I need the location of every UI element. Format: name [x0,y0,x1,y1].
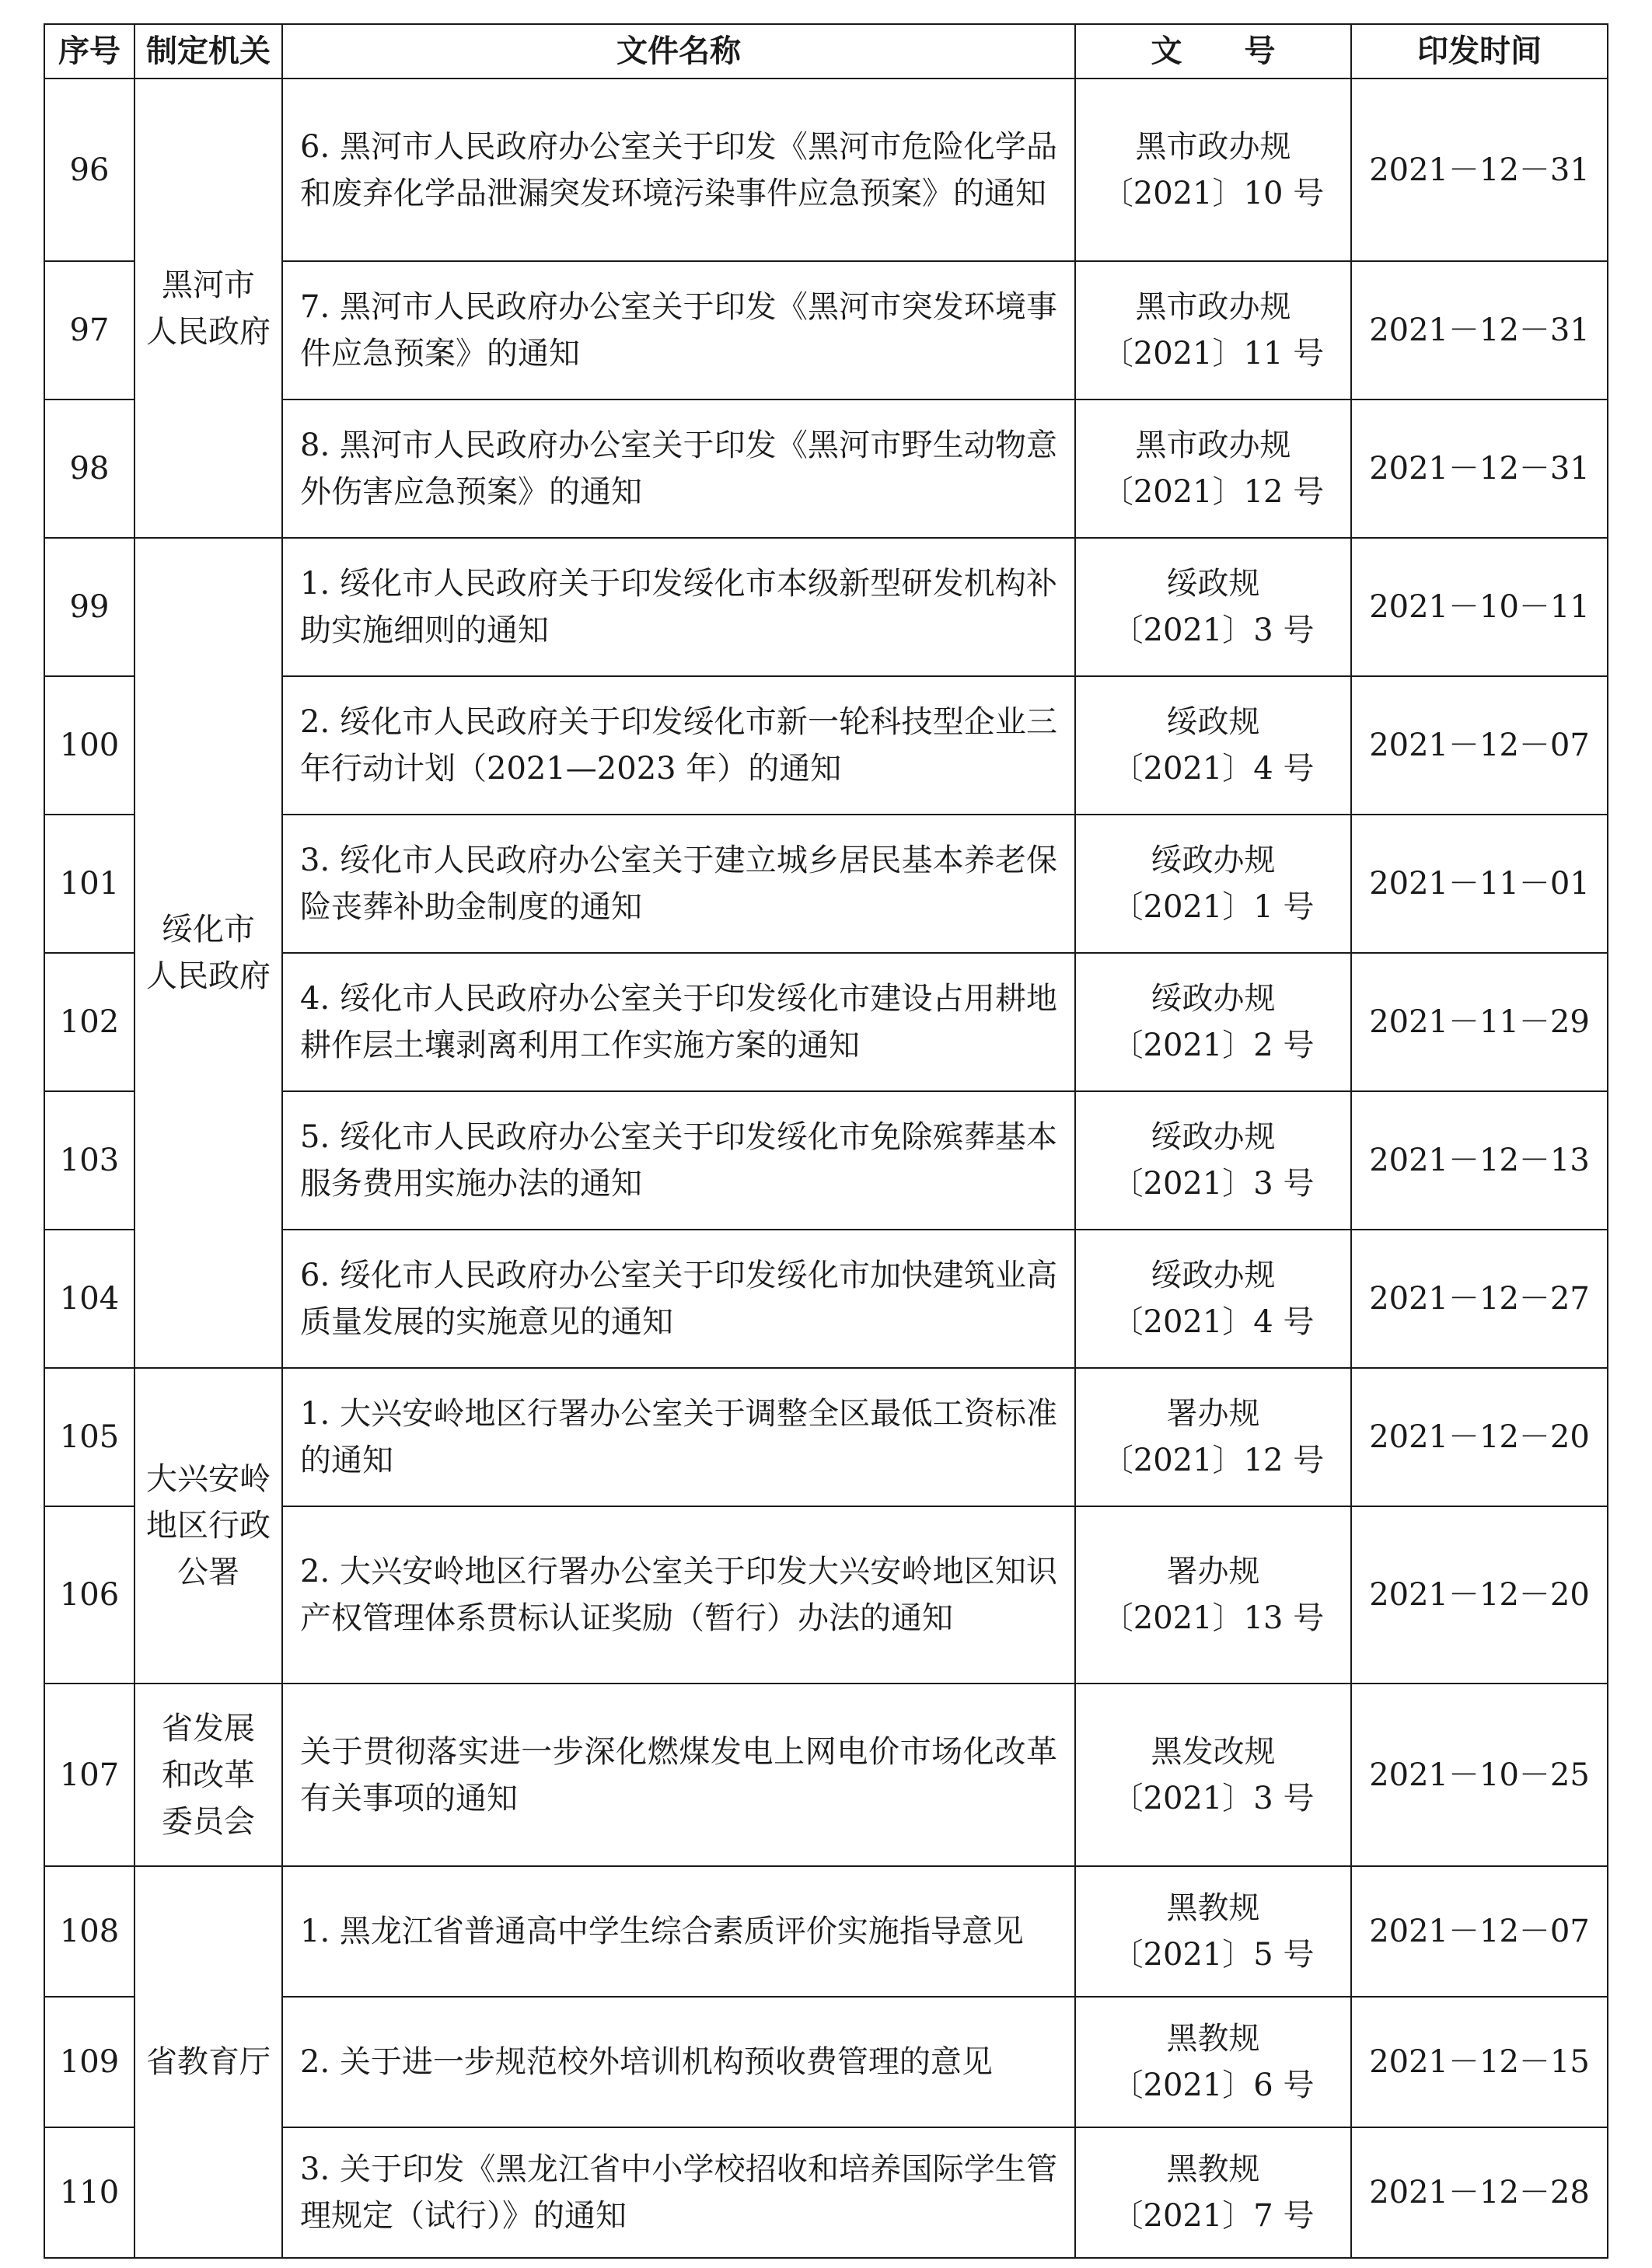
document-title: 5. 绥化市人民政府办公室关于印发绥化市免除殡葬基本服务费用实施办法的通知 [282,1091,1075,1230]
document-number [1075,1091,1351,1230]
document-number-line: 〔2021〕10 号 [1102,175,1325,211]
document-number-line: 〔2021〕12 号 [1102,1443,1325,1478]
row-seq: 106 [44,1506,134,1684]
header-title: 文件名称 [282,24,1075,79]
document-number [1075,1230,1351,1368]
document-number [1075,2127,1351,2258]
document-title: 1. 黑龙江省普通高中学生综合素质评价实施指导意见 [282,1866,1075,1997]
document-number-line: 黑市政办规 [1135,128,1291,165]
issue-date: 2021－10－11 [1351,538,1608,676]
authority-line: 省发展 [162,1710,255,1746]
table-row [44,1866,1608,1997]
document-number-line: 〔2021〕12 号 [1102,474,1325,510]
document-title: 1. 大兴安岭地区行署办公室关于调整全区最低工资标准的通知 [282,1368,1075,1506]
issue-date: 2021－12－31 [1351,400,1608,538]
document-number-line: 黑教规 [1166,2021,1260,2057]
table-body [44,79,1608,2258]
issue-date: 2021－12－31 [1351,79,1608,261]
document-title: 6. 黑河市人民政府办公室关于印发《黑河市危险化学品和废弃化学品泄漏突发环境污染事件应急预案》的通知 [282,79,1075,261]
document-number-line: 〔2021〕7 号 [1112,2198,1315,2234]
row-seq: 109 [44,1997,134,2127]
document-title: 关于贯彻落实进一步深化燃煤发电上网电价市场化改革有关事项的通知 [282,1684,1075,1866]
issue-date: 2021－12－07 [1351,676,1608,815]
issue-date: 2021－12－13 [1351,1091,1608,1230]
header-docno: 文 号 [1075,24,1351,79]
row-seq: 101 [44,815,134,953]
document-number-line: 署办规 [1166,1396,1260,1432]
document-title: 7. 黑河市人民政府办公室关于印发《黑河市突发环境事件应急预案》的通知 [282,261,1075,400]
document-number-line: 〔2021〕3 号 [1112,612,1315,648]
issue-date: 2021－12－15 [1351,1997,1608,2127]
row-seq: 110 [44,2127,134,2258]
document-number-line: 〔2021〕4 号 [1112,1304,1315,1340]
issue-date: 2021－12－20 [1351,1368,1608,1506]
document-number-line: 绥政办规 [1151,1119,1276,1155]
issue-date: 2021－12－31 [1351,261,1608,400]
regulations-table [44,23,1608,2259]
document-number-line: 〔2021〕6 号 [1112,2067,1315,2103]
document-title: 2. 绥化市人民政府关于印发绥化市新一轮科技型企业三年行动计划（2021—2023 年）的通知 [282,676,1075,815]
header-date: 印发时间 [1351,24,1608,79]
issuing-authority [134,79,282,538]
document-number-line: 绥政办规 [1151,981,1276,1017]
document-number-line: 〔2021〕2 号 [1112,1028,1315,1063]
table-row [44,1368,1608,1506]
authority-line: 人民政府 [146,958,271,994]
document-number [1075,953,1351,1091]
document-number-line: 黑市政办规 [1135,289,1291,325]
authority-line: 黑河市 [162,267,255,303]
document-number-line: 〔2021〕5 号 [1112,1937,1315,1973]
row-seq: 102 [44,953,134,1091]
document-number [1075,1368,1351,1506]
document-number-line: 绥政规 [1166,566,1260,602]
header-seq: 序号 [44,24,134,79]
table-row [44,79,1608,261]
document-number-line: 黑教规 [1166,2151,1260,2187]
document-number [1075,1997,1351,2127]
document-number [1075,1866,1351,1997]
authority-line: 人民政府 [146,313,271,350]
document-number-line: 黑发改规 [1151,1733,1276,1770]
document-number-line: 〔2021〕3 号 [1112,1166,1315,1202]
authority-line: 省教育厅 [146,2044,271,2080]
issue-date: 2021－12－27 [1351,1230,1608,1368]
issue-date: 2021－11－01 [1351,815,1608,953]
document-number-line: 〔2021〕1 号 [1112,889,1315,925]
document-number-line: 绥政规 [1166,704,1260,740]
document-number-line: 黑市政办规 [1135,427,1291,463]
authority-line: 和改革 [162,1757,255,1793]
header-row [44,24,1608,79]
row-seq: 108 [44,1866,134,1997]
document-number [1075,538,1351,676]
document-number [1075,676,1351,815]
document-title: 2. 关于进一步规范校外培训机构预收费管理的意见 [282,1997,1075,2127]
row-seq: 107 [44,1684,134,1866]
row-seq: 96 [44,79,134,261]
document-number-line: 署办规 [1166,1554,1260,1589]
document-number-line: 绥政办规 [1151,843,1276,878]
issue-date: 2021－12－07 [1351,1866,1608,1997]
row-seq: 98 [44,400,134,538]
issuing-authority [134,1368,282,1684]
document-number-line: 〔2021〕3 号 [1112,1780,1315,1816]
row-seq: 105 [44,1368,134,1506]
document-number [1075,1684,1351,1866]
issue-date: 2021－11－29 [1351,953,1608,1091]
document-title: 1. 绥化市人民政府关于印发绥化市本级新型研发机构补助实施细则的通知 [282,538,1075,676]
issue-date: 2021－12－20 [1351,1506,1608,1684]
document-number-line: 〔2021〕4 号 [1112,751,1315,787]
authority-line: 大兴安岭 [146,1461,271,1497]
document-number-line: 〔2021〕11 号 [1102,336,1325,372]
document-title: 4. 绥化市人民政府办公室关于印发绥化市建设占用耕地耕作层土壤剥离利用工作实施方案的通知 [282,953,1075,1091]
document-number [1075,400,1351,538]
issuing-authority [134,1866,282,2258]
authority-line: 绥化市 [162,912,255,947]
issue-date: 2021－12－28 [1351,2127,1608,2258]
document-title: 2. 大兴安岭地区行署办公室关于印发大兴安岭地区知识产权管理体系贯标认证奖励（暂行）办法的通知 [282,1506,1075,1684]
document-title: 6. 绥化市人民政府办公室关于印发绥化市加快建筑业高质量发展的实施意见的通知 [282,1230,1075,1368]
authority-line: 公署 [177,1554,239,1590]
document-number [1075,1506,1351,1684]
row-seq: 103 [44,1091,134,1230]
document-number-line: 绥政办规 [1151,1258,1276,1293]
row-seq: 97 [44,261,134,400]
header-org: 制定机关 [134,24,282,79]
document-number-line: 〔2021〕13 号 [1102,1600,1325,1636]
document-title: 8. 黑河市人民政府办公室关于印发《黑河市野生动物意外伤害应急预案》的通知 [282,400,1075,538]
document-number [1075,261,1351,400]
document-title: 3. 关于印发《黑龙江省中小学校招收和培养国际学生管理规定（试行）》的通知 [282,2127,1075,2258]
authority-line: 委员会 [162,1803,255,1840]
row-seq: 104 [44,1230,134,1368]
document-title: 3. 绥化市人民政府办公室关于建立城乡居民基本养老保险丧葬补助金制度的通知 [282,815,1075,953]
document-number [1075,79,1351,261]
row-seq: 100 [44,676,134,815]
issuing-authority [134,1684,282,1866]
row-seq: 99 [44,538,134,676]
authority-line: 地区行政 [146,1508,271,1544]
issue-date: 2021－10－25 [1351,1684,1608,1866]
document-number-line: 黑教规 [1166,1890,1260,1926]
table-row [44,1684,1608,1866]
table-row [44,538,1608,676]
issuing-authority [134,538,282,1368]
document-number [1075,815,1351,953]
